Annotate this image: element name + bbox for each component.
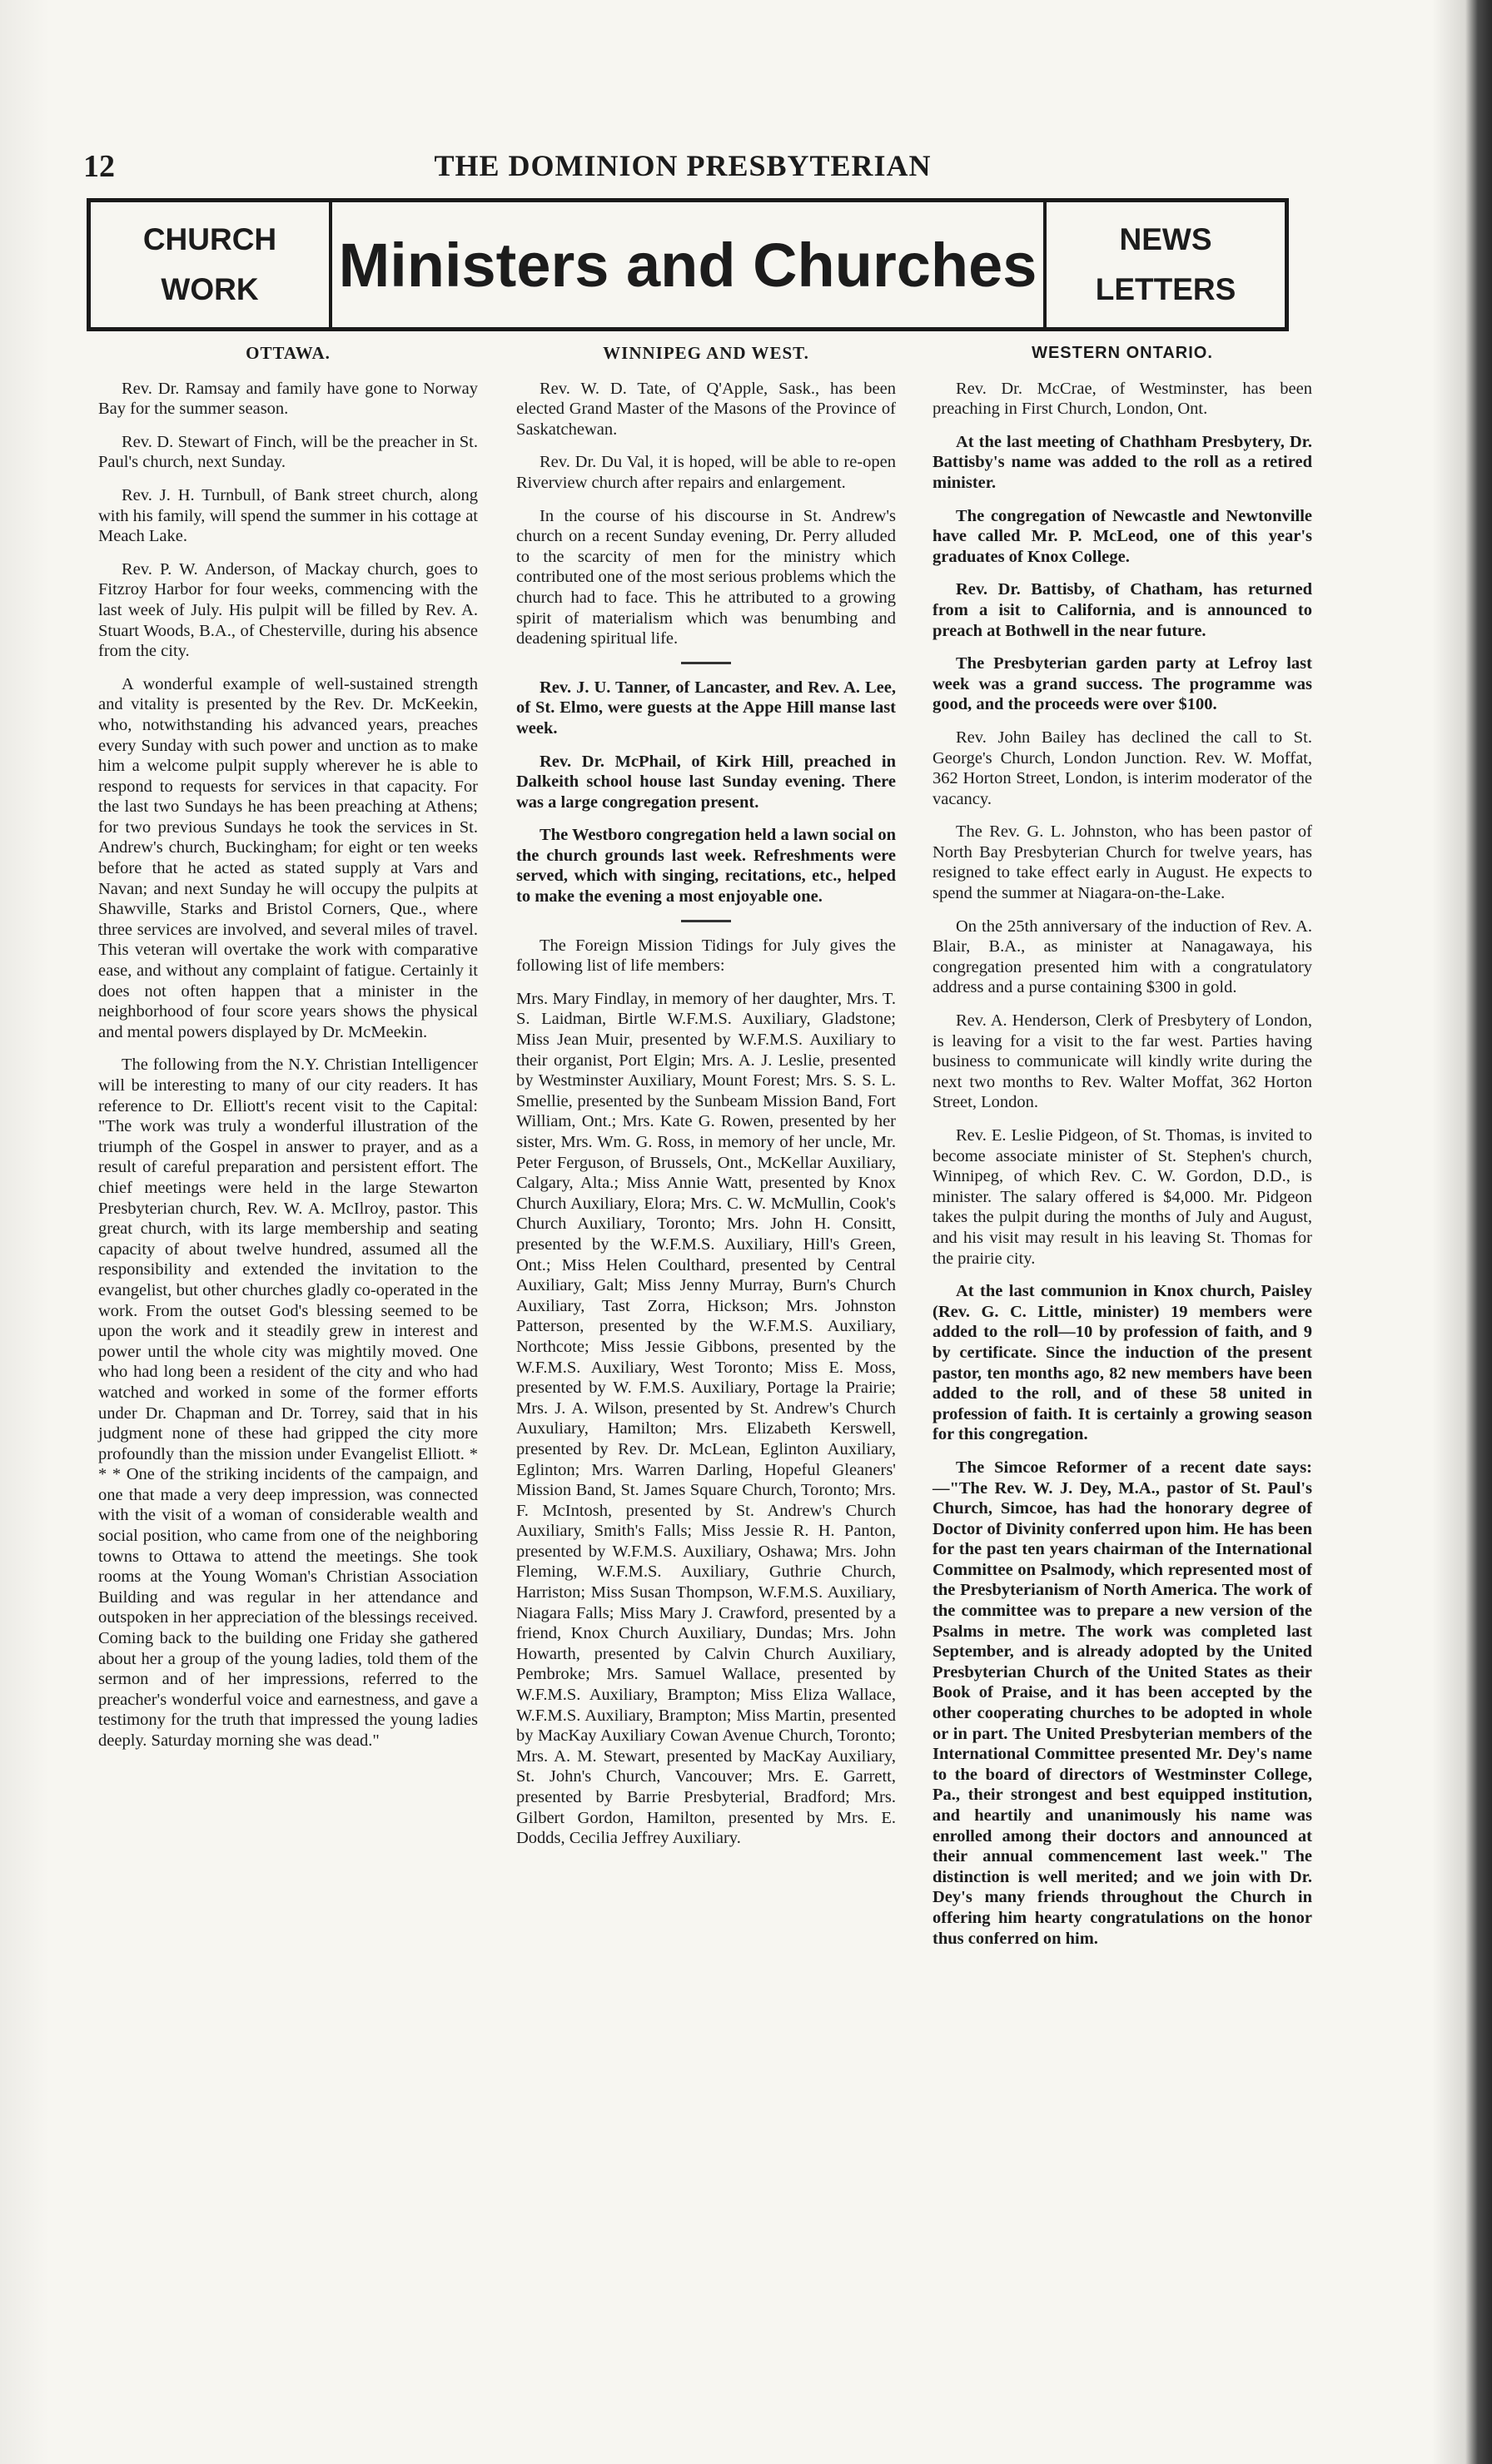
news-item: Rev. Dr. McCrae, of Westminster, has been preaching in First Church, London, Ont. xyxy=(932,379,1312,419)
article-columns xyxy=(92,343,1312,2258)
separator-rule xyxy=(681,920,731,922)
news-item: Rev. D. Stewart of Finch, will be the preacher in St. Paul's church, next Sunday. xyxy=(98,432,478,472)
banner-right-box xyxy=(1043,202,1285,327)
news-item: At the last meeting of Chathham Presbytery, Dr. Battisby's name was added to the roll as a retired minister. xyxy=(932,432,1312,492)
separator-rule xyxy=(681,662,731,664)
column-heading: WESTERN ONTARIO. xyxy=(1032,344,1213,362)
news-item: Rev. E. Leslie Pidgeon, of St. Thomas, is invited to become associate minister of St. Stephen's church, Winnipeg, of which Rev. C. W. Gordon, D.D., is minister. The salary offered is $4,000. Mr. Pidgeon takes the pulpit during the months of July and August, and his visit may result in his leaving St. Thomas for the prairie city. xyxy=(932,1126,1312,1268)
banner-right-line2: LETTERS xyxy=(1095,272,1236,306)
page-number: 12 xyxy=(83,149,115,184)
news-item: Rev. A. Henderson, Clerk of Presbytery of London, is leaving for a visit to the far west. Parties having business to communicate will kindly write during the next two months to Rev. Walter Moffat, 362 Horton Street, London. xyxy=(932,1011,1312,1112)
banner-left-box xyxy=(91,202,332,327)
life-members-list: Mrs. Mary Findlay, in memory of her daughter, Mrs. T. S. Laidman, Birtle W.F.M.S. Auxiliary, Gladstone; Miss Jean Muir, presented by W.F.M.S. Auxiliary to their organist, Port Elgin; Mrs. A. J. Leslie, presented by Westminster Auxiliary, Mount Forest; Mrs. S. S. L. Smellie, presented by the Sunbeam Mission Band, Fort William, Ont.; Mrs. Kate G. Rowen, presented by her sister, Mrs. Wm. G. Ross, in memory of her uncle, Mr. Peter Ferguson, of Brussels, Ont., McKellar Auxiliary, Calgary, Alta.; Miss Annie Watt, presented by Knox Church Auxiliary, Elora; Mrs. C. W. McMullin, Cook's Church Auxiliary, Toronto; Mrs. John H. Consitt, presented by the W.F.M.S. Auxiliary, Hill's Green, Ont.; Miss Helen Coulthard, presented by Central Auxiliary, Galt; Miss Jenny Murray, Burn's Church Auxiliary, Tast Zorra, Hickson; Mrs. Johnston Patterson, presented by the W.F.M.S. Auxiliary, Northcote; Miss Jessie Gibbons, presented by the W.F.M.S. Auxiliary, West Toronto; Miss E. Moss, presented by W. F.M.S. Auxiliary, Portage la Prairie; Mrs. J. A. Wilson, presented by St. Andrew's Church Auxuliary, Hamilton; Mrs. Elizabeth Kerswell, presented by Rev. Dr. McLean, Eglinton Auxiliary, Eglinton; Mrs. Warren Darling, Hopeful Gleaners' Mission Band, St. James Square Church, Toronto; Mrs. F. McIntosh, presented by St. Andrew's Church Auxiliary, Smith's Falls; Miss Jessie R. H. Panton, presented by W.F.M.S. Auxiliary, Oshawa; Mrs. John Fleming, W.F.M.S. Auxiliary, Guthrie Church, Harriston; Miss Susan Thompson, W.F.M.S. Auxiliary, Niagara Falls; Miss Mary J. Crawford, presented by a friend, Knox Church Auxiliary, Dundas; Mrs. John Howarth, presented by Calvin Church Auxiliary, Pembroke; Mrs. Samuel Wallace, presented by W.F.M.S. Auxiliary, Brampton; Miss Eliza Wallace, W.F.M.S. Auxiliary, Brampton; Miss Martin, presented by MacKay Auxiliary Cowan Avenue Church, Toronto; Mrs. A. M. Stewart, presented by MacKay Auxiliary, St. John's Church, Vancouver; Mrs. E. Garrett, presented by Barrie Presbyterial, Bradford; Mrs. Gilbert Gordon, Hamilton, presented by Mrs. E. Dodds, Cecilia Jeffrey Auxiliary. xyxy=(516,989,896,1848)
news-item: Rev. Dr. Ramsay and family have gone to Norway Bay for the summer season. xyxy=(98,379,478,419)
news-item: Rev. J. U. Tanner, of Lancaster, and Rev. A. Lee, of St. Elmo, were guests at the Appe Hill manse last week. xyxy=(516,678,896,738)
news-item: The Westboro congregation held a lawn social on the church grounds last week. Refreshments were served, which with singing, recitations, etc., helped to make the evening a most enjoyable one. xyxy=(516,826,896,907)
column-ottawa xyxy=(98,343,478,1764)
column-heading: WINNIPEG AND WEST. xyxy=(603,343,809,363)
section-title: Ministers and Churches xyxy=(338,230,1037,300)
column-heading: OTTAWA. xyxy=(246,343,331,363)
news-item: The Simcoe Reformer of a recent date says:—"The Rev. W. J. Dey, M.A., pastor of St. Paul's Church, Simcoe, has had the honorary degree of Doctor of Divinity conferred upon him. He has been for the past ten years chairman of the International Committee on Psalmody, which represented most of the Presbyterianism of North America. The work of the committee was to prepare a new version of the Psalms in metre. The work was completed last September, and is already adopted by the United Presbyterian Church of the United States as their Book of Praise, and it has been accepted by the other cooperating churches to be adopted in whole or in part. The United Presbyterian members of the International Committee presented Mr. Dey's name to the board of directors of Westminster College, Pa., their strongest and best equipped institution, and heartily and unanimously his name was enrolled among their doctors and announced at their annual commencement last week." The distinction is well merited; and we join with Dr. Dey's many friends throughout the Church in offering him hearty congratulations on the honor thus conferred on him. xyxy=(932,1458,1312,1948)
section-banner xyxy=(87,198,1289,331)
news-item: Rev. Dr. McPhail, of Kirk Hill, preached in Dalkeith school house last Sunday evening. There was a large congregation present. xyxy=(516,752,896,812)
news-item: The Foreign Mission Tidings for July gives the following list of life members: xyxy=(516,936,896,976)
news-item: Rev. P. W. Anderson, of Mackay church, goes to Fitzroy Harbor for four weeks, commencing with the last week of July. His pulpit will be filled by Rev. A. Stuart Woods, B.A., of Chesterville, during his absence from the city. xyxy=(98,559,478,661)
banner-left-line1: CHURCH xyxy=(142,222,277,256)
news-item: A wonderful example of well-sustained strength and vitality is presented by the Rev. Dr. McKeekin, who, notwithstanding his advanced years, preaches every Sunday with such power and unction as to make him a welcome pulpit supply wherever he is able to respond to requests for services in that capacity. For the last two Sundays he has been preaching at Athens; for two previous Sundays he took the services in St. Andrew's church, Buckingham; for eight or ten weeks before that he acted as stated supply at Vars and Navan; and next Sunday he will occupy the pulpits at Shawville, Starks and Bristol Corners, Que., where three services are involved, and several miles of travel. This veteran will overtake the work with comparative ease, and without any complaint of fatigue. Certainly it does not often happen that a minister in the neighborhood of four score years shows the physical and mental powers displayed by Dr. McMeekin. xyxy=(98,674,478,1041)
news-item: The congregation of Newcastle and Newtonville have called Mr. P. McLeod, one of this year's graduates of Knox College. xyxy=(932,506,1312,566)
banner-right-line1: NEWS xyxy=(1119,222,1212,256)
journal-title: THE DOMINION PRESBYTERIAN xyxy=(434,149,932,182)
page-header xyxy=(83,148,1282,190)
news-item: The Presbyterian garden party at Lefroy last week was a grand success. The programme was good, and the proceeds were over $100. xyxy=(932,654,1312,714)
news-item: Rev. J. H. Turnbull, of Bank street church, along with his family, will spend the summer in his cottage at Meach Lake. xyxy=(98,485,478,546)
news-item: Rev. Dr. Du Val, it is hoped, will be able to re-open Riverview church after repairs and enlargement. xyxy=(516,453,896,492)
column-winnipeg-and-west xyxy=(516,343,896,1861)
news-item: Rev. John Bailey has declined the call to St. George's Church, London Junction. Rev. W. Moffat, 362 Horton Street, London, is interim moderator of the vacancy. xyxy=(932,728,1312,808)
news-item: Rev. W. D. Tate, of Q'Apple, Sask., has been elected Grand Master of the Masons of the Province of Saskatchewan. xyxy=(516,379,896,439)
news-item: On the 25th anniversary of the induction of Rev. A. Blair, B.A., as minister at Nanagawaya, his congregation presented him with a congratulatory address and a purse containing $300 in gold. xyxy=(932,917,1312,997)
banner-left-line2: WORK xyxy=(161,272,259,306)
news-item: The following from the N.Y. Christian Intelligencer will be interesting to many of our city readers. It has reference to Dr. Elliott's recent visit to the Capital: "The work was truly a wonderful illustration of the triumph of the Gospel in answer to prayer, and as a result of careful preparation and persistent effort. The chief meetings were held in the large Stewarton Presbyterian church, Rev. W. A. McIlroy, pastor. This great church, with its large membership and seating capacity of about twelve hundred, assumed all the responsibility and extended the invitation to the evangelist, but other churches gladly co-operated in the work. From the outset God's blessing seemed to be upon the work and it steadily grew in interest and power until the whole city was mightily moved. One who had long been a resident of the city and who had watched and worked in some of the former efforts under Dr. Chapman and Dr. Torrey, said that in his judgment none of these had gripped the city more profoundly than the mission under Evangelist Elliott. * * * One of the striking incidents of the campaign, and one that made a very deep impression, was connected with the visit of a woman of considerable wealth and social position, who came from one of the neighboring towns to Ottawa to attend the meetings. She took rooms at the Young Woman's Christian Association Building and was regular in her attendance and outspoken in her appreciation of the blessings received. Coming back to the building one Friday she gathered about her a group of the young ladies, told them of the sermon and of her impressions, referred to the preacher's wonderful voice and earnestness, and gave a testimony for the truth that impressed the young ladies deeply. Saturday morning she was dead." xyxy=(98,1056,478,1750)
column-western-ontario xyxy=(932,343,1312,1961)
news-item: In the course of his discourse in St. Andrew's church on a recent Sunday evening, Dr. Perry alluded to the scarcity of men for the ministry which contributed one of the most serious problems which the church had to face. This he attributed to a growing spirit of materialism which was benumbing and deadening spiritual life. xyxy=(516,506,896,648)
news-item: At the last communion in Knox church, Paisley (Rev. G. C. Little, minister) 19 members were added to the roll—10 by profession of faith, and 9 by certificate. Since the induction of the present pastor, ten months ago, 82 new members have been added to the roll, and of these 58 united in profession of faith. It is certainly a growing season for this congregation. xyxy=(932,1282,1312,1444)
news-item: The Rev. G. L. Johnston, who has been pastor of North Bay Presbyterian Church for twelve years, has resigned to take effect early in August. He expects to spend the summer at Niagara-on-the-Lake. xyxy=(932,822,1312,903)
news-item: Rev. Dr. Battisby, of Chatham, has returned from a isit to California, and is announced to preach at Bothwell in the near future. xyxy=(932,580,1312,640)
